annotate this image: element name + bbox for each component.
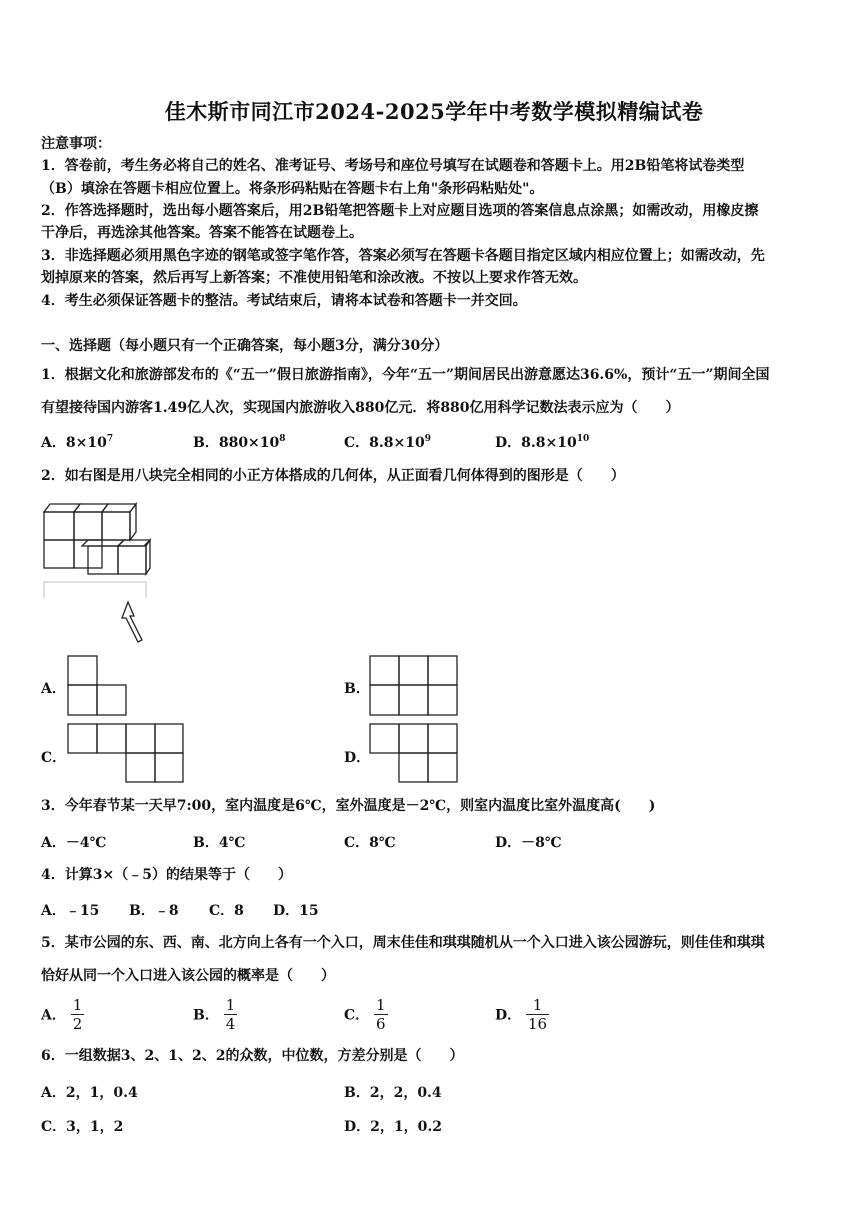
- q2-option-a-label: A．: [41, 681, 66, 697]
- q6-option-c: C．3，1，2: [41, 1119, 124, 1135]
- question-5-line: 恰好从同一个入口进入该公园的概率是（ ）: [41, 968, 335, 984]
- note-line: 1．答卷前，考生务必将自己的姓名、准考证号、考场号和座位号填写在试题卷和答题卡上。用2B铅笔将试卷类型: [41, 158, 745, 174]
- note-line: 2．作答选择题时，选出每小题答案后，用2B铅笔把答题卡上对应题目选项的答案信息点涂黑；如需改动，用橡皮擦: [41, 203, 759, 219]
- q6-option-b: B．2，2，0.4: [344, 1085, 442, 1101]
- section-heading: 一、选择题（每小题只有一个正确答案，每小题3分，满分30分）: [41, 338, 449, 354]
- question-3-stem: 3．今年春节某一天早7:00，室内温度是6℃，室外温度是－2℃，则室内温度比室外温度高( ): [41, 798, 656, 814]
- note-line: （B）填涂在答题卡相应位置上。将条形码粘贴在答题卡右上角"条形码粘贴处"。: [41, 181, 544, 197]
- question-1-line: 1．根据文化和旅游部发布的《“五一”假日旅游指南》，今年“五一”期间居民出游意愿达36.6%，预计“五一”期间全国: [41, 367, 770, 383]
- q3-option-c: C．8℃: [344, 835, 396, 851]
- q4-option-c: C．8: [209, 903, 244, 919]
- q2-option-d-label: D．: [344, 750, 371, 766]
- note-line: 划掉原来的答案，然后再写上新答案；不准使用铅笔和涂改液。不按以上要求作答无效。: [41, 270, 587, 286]
- question-2-stem: 2．如右图是用八块完全相同的小正方体搭成的几何体，从正面看几何体得到的图形是（ ）: [41, 468, 625, 484]
- view-direction-arrow-icon: [122, 602, 142, 642]
- q2-option-c-label: C．: [41, 750, 67, 766]
- q4-option-d: D．15: [273, 903, 319, 919]
- q1-option-b: B．$880\times 10^8$: [193, 434, 286, 451]
- fraction: $\frac{1}{4}$: [225, 996, 236, 1033]
- q2-option-a-figure: [66, 654, 128, 718]
- q2-option-d-figure: [368, 722, 460, 784]
- question-6-stem: 6．一组数据3、2、1、2、2的众数，中位数，方差分别是（ ）: [41, 1048, 464, 1064]
- q1-option-a: A．$8\times 10^7$: [41, 434, 114, 451]
- q5-option-d: D． $\frac{1}{16}$: [495, 996, 548, 1033]
- note-line: 干净后，再选涂其他答案。答案不能答在试题卷上。: [41, 225, 363, 241]
- q4-option-a: A．﹣15: [41, 903, 100, 919]
- q5-option-b: B． $\frac{1}{4}$: [193, 996, 236, 1033]
- q2-option-b-label: B．: [344, 681, 370, 697]
- q6-option-a: A．2，1，0.4: [41, 1085, 138, 1101]
- q3-option-b: B．4℃: [193, 835, 246, 851]
- q3-option-a: A．－4℃: [41, 835, 107, 851]
- exam-title: 佳木斯市同江市2024-2025学年中考数学模拟精编试卷: [164, 99, 704, 124]
- fraction: $\frac{1}{16}$: [528, 996, 548, 1033]
- q2-option-b-figure: [368, 654, 460, 718]
- q6-option-d: D．2，1，0.2: [344, 1119, 442, 1135]
- cube-solid-figure: [38, 498, 158, 648]
- note-line: 3．非选择题必须用黑色字迹的钢笔或签字笔作答，答案必须写在答题卡各题目指定区域内相应位置上；如需改动，先: [41, 248, 765, 264]
- q2-option-c-figure: [66, 722, 186, 784]
- q5-option-a: A． $\frac{1}{2}$: [41, 996, 83, 1033]
- notes-heading: 注意事项：: [41, 136, 111, 152]
- note-line: 4．考生必须保证答题卡的整洁。考试结束后，请将本试卷和答题卡一并交回。: [41, 293, 527, 309]
- q4-option-b: B．﹣8: [129, 903, 179, 919]
- question-4-stem: 4．计算3×（﹣5）的结果等于（ ）: [41, 867, 292, 883]
- q5-option-c: C． $\frac{1}{6}$: [344, 996, 386, 1033]
- fraction: $\frac{1}{6}$: [376, 996, 386, 1033]
- q1-option-d: D．$8.8\times 10^{10}$: [495, 434, 590, 451]
- fraction: $\frac{1}{2}$: [72, 996, 83, 1033]
- q1-option-c: C．$8.8\times 10^9$: [344, 434, 431, 451]
- q3-option-d: D．－8℃: [495, 835, 562, 851]
- question-1-line: 有望接待国内游客1.49亿人次，实现国内旅游收入880亿元．将880亿用科学记数法表示应为（ ）: [41, 400, 680, 416]
- question-5-line: 5．某市公园的东、西、南、北方向上各有一个入口，周末佳佳和琪琪随机从一个入口进入该公园游玩，则佳佳和琪琪: [41, 935, 765, 951]
